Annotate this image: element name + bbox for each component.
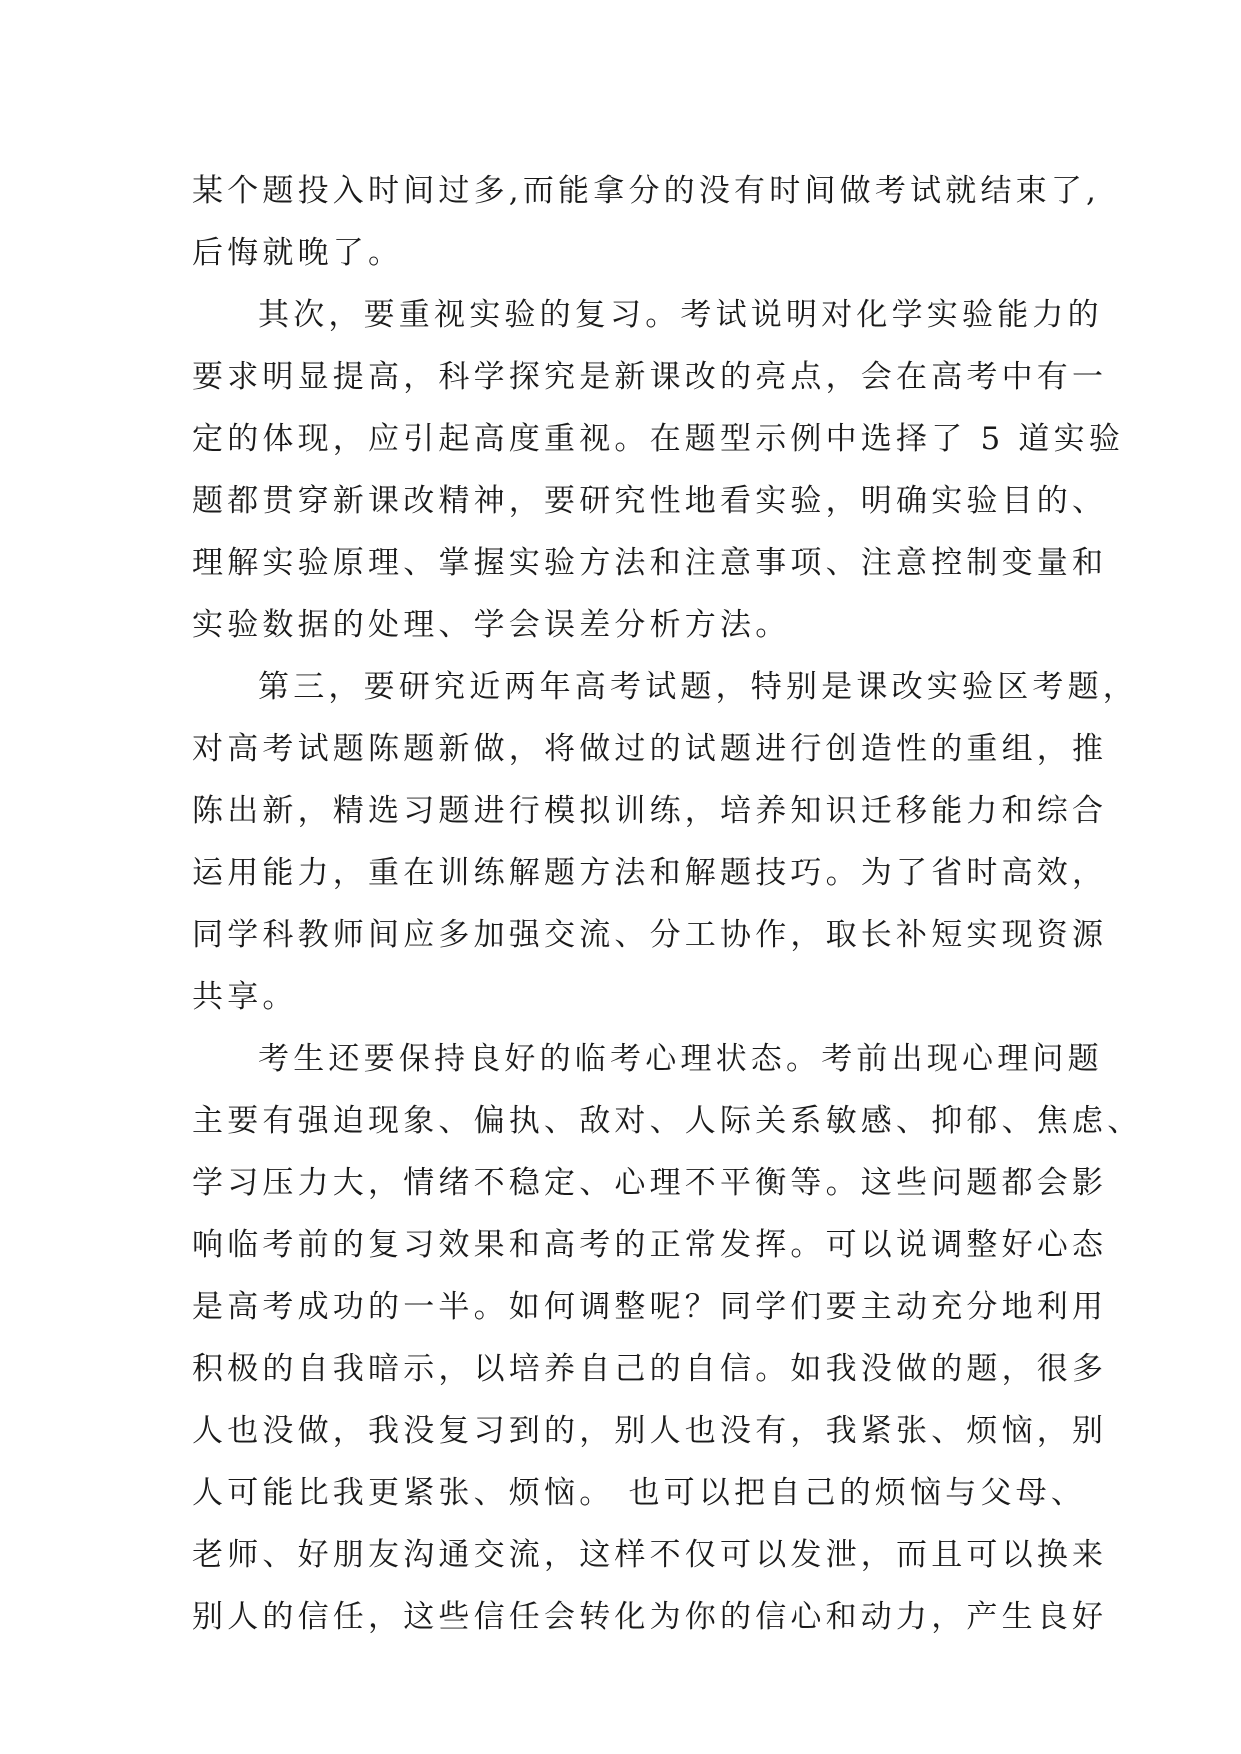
text-line: 理解实验原理、掌握实验方法和注意事项、注意控制变量和 [192,545,1108,581]
text-line: 题都贯穿新课改精神，要研究性地看实验，明确实验目的、 [192,483,1108,519]
text-line: 人可能比我更紧张、烦恼。 也可以把自己的烦恼与父母、 [192,1475,1087,1511]
text-line: 学习压力大，情绪不稳定、心理不平衡等。这些问题都会影 [192,1165,1108,1201]
text-line: 运用能力，重在训练解题方法和解题技巧。为了省时高效， [192,855,1108,891]
paragraph-start-line: 第三，要研究近两年高考试题，特别是课改实验区考题， [258,669,1138,705]
text-line: 响临考前的复习效果和高考的正常发挥。可以说调整好心态 [192,1227,1108,1263]
text-line: 后悔就晚了。 [192,235,404,271]
text-line: 主要有强迫现象、偏执、敌对、人际关系敏感、抑郁、焦虑、 [192,1103,1143,1139]
text-line: 陈出新，精选习题进行模拟训练，培养知识迁移能力和综合 [192,793,1108,829]
text-line: 积极的自我暗示，以培养自己的自信。如我没做的题，很多 [192,1351,1108,1387]
text-line: 对高考试题陈题新做，将做过的试题进行创造性的重组，推 [192,731,1108,767]
text-line: 要求明显提高，科学探究是新课改的亮点，会在高考中有一 [192,359,1108,395]
text-line: 是高考成功的一半。如何调整呢？同学们要主动充分地利用 [192,1289,1108,1325]
paragraph-start-line: 考生还要保持良好的临考心理状态。考前出现心理问题 [258,1041,1103,1077]
text-line: 定的体现，应引起高度重视。在题型示例中选择了 5 道实验 [192,421,1125,457]
text-line: 别人的信任，这些信任会转化为你的信心和动力，产生良好 [192,1599,1108,1635]
text-line: 共享。 [192,979,298,1015]
body-text [192,160,1143,1648]
text-line: 老师、好朋友沟通交流，这样不仅可以发泄，而且可以换来 [192,1537,1108,1573]
text-line: 实验数据的处理、学会误差分析方法。 [192,607,791,643]
text-line: 人也没做，我没复习到的，别人也没有，我紧张、烦恼，别 [192,1413,1108,1449]
paragraph-start-line: 其次，要重视实验的复习。考试说明对化学实验能力的 [258,297,1103,333]
text-line: 某个题投入时间过多,而能拿分的没有时间做考试就结束了, [192,173,1101,209]
text-line: 同学科教师间应多加强交流、分工协作，取长补短实现资源 [192,917,1108,953]
